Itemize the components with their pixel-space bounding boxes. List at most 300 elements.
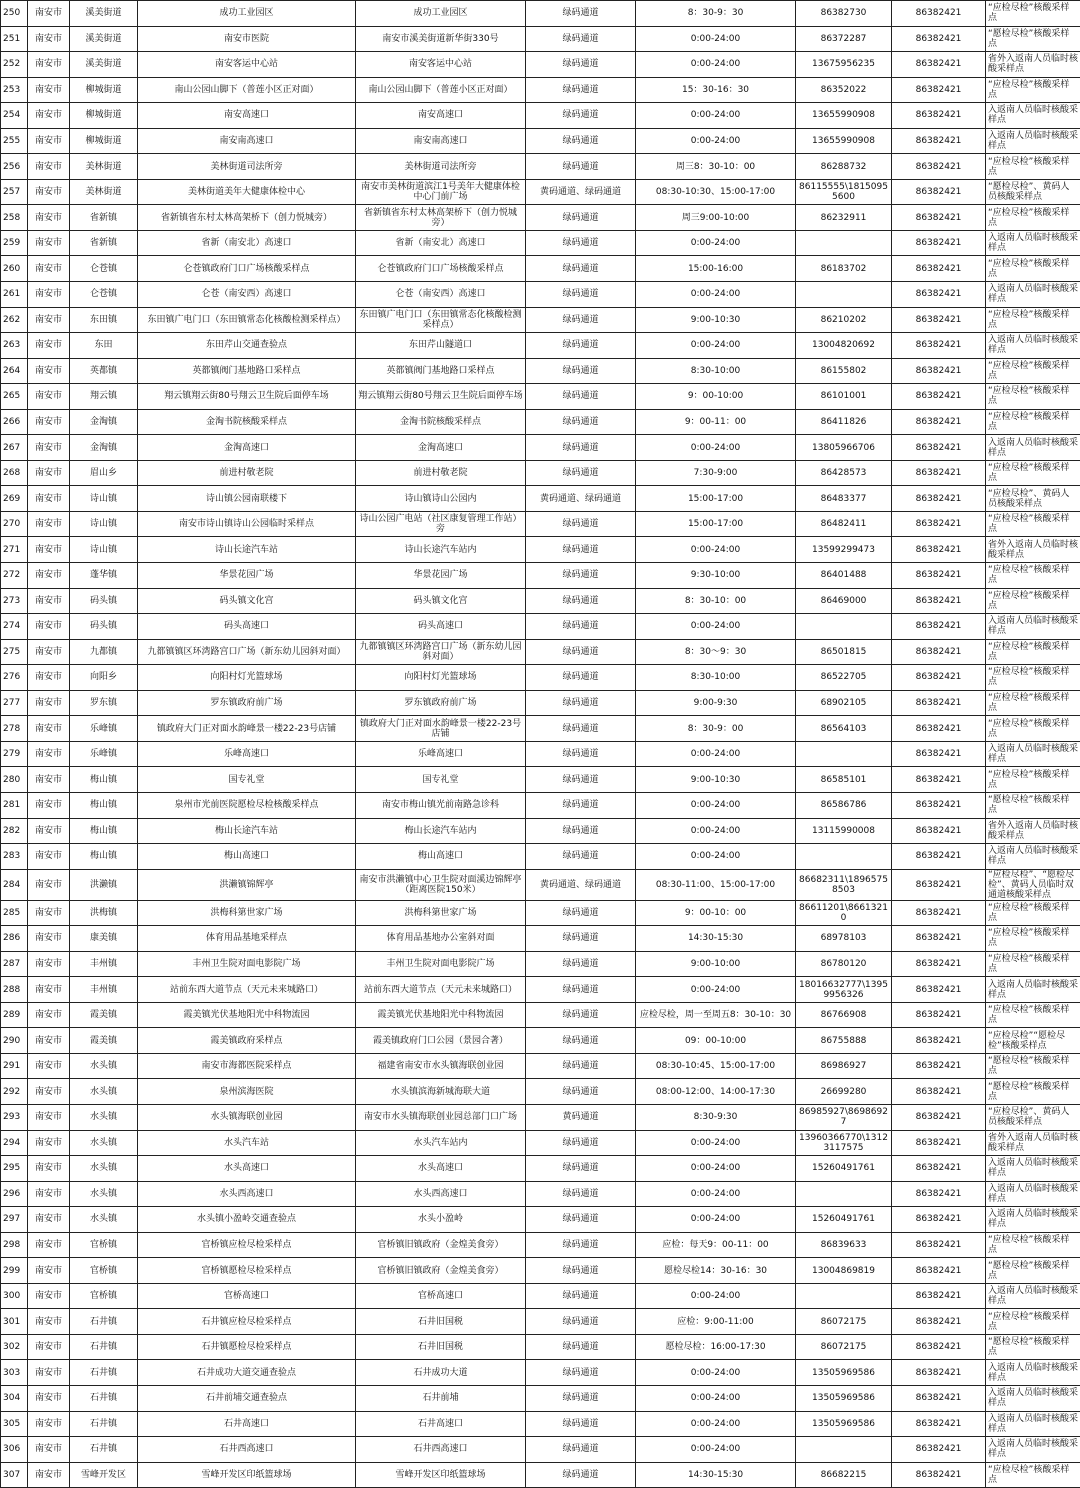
service-hours-cell: 14:30-15:30 (636, 1462, 796, 1488)
channel-cell: 绿码通道 (526, 358, 636, 384)
site-type-cell: 省外入返南人员临时核酸采样点 (986, 537, 1080, 563)
contact-phone-cell: 86155802 (796, 358, 892, 384)
channel-cell: 绿码通道 (526, 1130, 636, 1156)
table-row (1, 926, 1080, 952)
city-cell: 南安市 (28, 1360, 70, 1386)
contact-phone-cell: 86501815 (796, 639, 892, 665)
district-cell: 柳城街道 (70, 128, 138, 154)
site-type-cell: 入返南人员临时核酸采样点 (986, 977, 1080, 1003)
row-number-cell: 296 (1, 1181, 28, 1207)
hotline-cell: 86382421 (892, 154, 986, 180)
service-hours-cell: 应检：9:00-11:00 (636, 1309, 796, 1335)
channel-cell: 绿码通道 (526, 1002, 636, 1028)
site-name-cell: 水头镇海联创业园 (138, 1104, 356, 1130)
table-row (1, 1156, 1080, 1182)
district-cell: 石井镇 (70, 1334, 138, 1360)
channel-cell: 黄码通道、绿码通道 (526, 869, 636, 900)
district-cell: 美林街道 (70, 154, 138, 180)
site-type-cell: “应检尽检”核酸采样点 (986, 563, 1080, 589)
row-number-cell: 283 (1, 844, 28, 870)
hotline-cell: 86382421 (892, 358, 986, 384)
site-address-cell: 福建省南安市水头镇海联创业园 (356, 1053, 526, 1079)
city-cell: 南安市 (28, 844, 70, 870)
service-hours-cell: 0:00-24:00 (636, 818, 796, 844)
district-cell: 东田镇 (70, 307, 138, 333)
site-type-cell: “应检尽检”核酸采样点 (986, 588, 1080, 614)
service-hours-cell: 08:30-11:00、15:00-17:00 (636, 869, 796, 900)
site-type-cell: “应检尽检”核酸采样点 (986, 511, 1080, 537)
service-hours-cell: 9:00-10:00 (636, 951, 796, 977)
site-name-cell: 英都镇阀门基地路口采样点 (138, 358, 356, 384)
site-type-cell: 入返南人员临时核酸采样点 (986, 1385, 1080, 1411)
table-row (1, 179, 1080, 205)
city-cell: 南安市 (28, 1207, 70, 1233)
city-cell: 南安市 (28, 1258, 70, 1284)
site-address-cell: 国专礼堂 (356, 767, 526, 793)
site-address-cell: 成功工业园区 (356, 1, 526, 27)
district-cell: 梅山镇 (70, 818, 138, 844)
channel-cell: 绿码通道 (526, 1462, 636, 1488)
service-hours-cell: 0:00-24:00 (636, 792, 796, 818)
table-row (1, 409, 1080, 435)
contact-phone-cell: 13004820692 (796, 333, 892, 359)
row-number-cell: 284 (1, 869, 28, 900)
table-row (1, 563, 1080, 589)
table-row (1, 869, 1080, 900)
city-cell: 南安市 (28, 103, 70, 129)
district-cell: 金淘镇 (70, 435, 138, 461)
table-row (1, 1130, 1080, 1156)
site-address-cell: 石井前埔 (356, 1385, 526, 1411)
site-address-cell: 诗山公园广电站（社区康复管理工作站）旁 (356, 511, 526, 537)
table-row (1, 435, 1080, 461)
contact-phone-cell: 86755888 (796, 1028, 892, 1054)
channel-cell: 绿码通道 (526, 588, 636, 614)
site-type-cell: 省外入返南人员临时核酸采样点 (986, 818, 1080, 844)
hotline-cell: 86382421 (892, 511, 986, 537)
site-type-cell: “应检尽检”核酸采样点 (986, 256, 1080, 282)
district-cell: 金淘镇 (70, 409, 138, 435)
table-row (1, 26, 1080, 52)
city-cell: 南安市 (28, 1232, 70, 1258)
table-row (1, 1462, 1080, 1488)
city-cell: 南安市 (28, 977, 70, 1003)
row-number-cell: 299 (1, 1258, 28, 1284)
service-hours-cell: 0:00-24:00 (636, 282, 796, 308)
site-name-cell: 诗山长途汽车站 (138, 537, 356, 563)
site-type-cell: 入返南人员临时核酸采样点 (986, 1360, 1080, 1386)
service-hours-cell: 应检尽检，周一至周五8：30-10：30 (636, 1002, 796, 1028)
table-row (1, 977, 1080, 1003)
city-cell: 南安市 (28, 230, 70, 256)
site-type-cell: 入返南人员临时核酸采样点 (986, 333, 1080, 359)
city-cell: 南安市 (28, 256, 70, 282)
city-cell: 南安市 (28, 409, 70, 435)
site-type-cell: “应检尽检”核酸采样点 (986, 409, 1080, 435)
site-type-cell: “应检尽检”核酸采样点 (986, 358, 1080, 384)
hotline-cell: 86382421 (892, 1181, 986, 1207)
site-address-cell: 仑苍（南安西）高速口 (356, 282, 526, 308)
city-cell: 南安市 (28, 77, 70, 103)
table-row (1, 1437, 1080, 1463)
row-number-cell: 265 (1, 384, 28, 410)
city-cell: 南安市 (28, 690, 70, 716)
district-cell: 水头镇 (70, 1104, 138, 1130)
table-row (1, 1, 1080, 27)
district-cell: 石井镇 (70, 1411, 138, 1437)
row-number-cell: 304 (1, 1385, 28, 1411)
site-name-cell: 美林街道美年大健康体检中心 (138, 179, 356, 205)
contact-phone-cell: 15260491761 (796, 1207, 892, 1233)
contact-phone-cell: 86210202 (796, 307, 892, 333)
hotline-cell: 86382421 (892, 665, 986, 691)
site-type-cell: “愿检尽检”核酸采样点 (986, 1079, 1080, 1105)
site-type-cell: “应检尽检”核酸采样点 (986, 1002, 1080, 1028)
site-address-cell: 丰州卫生院对面电影院广场 (356, 951, 526, 977)
channel-cell: 绿码通道 (526, 52, 636, 78)
service-hours-cell: 0:00-24:00 (636, 1130, 796, 1156)
service-hours-cell: 0:00-24:00 (636, 741, 796, 767)
contact-phone-cell: 86482411 (796, 511, 892, 537)
district-cell: 仑苍镇 (70, 256, 138, 282)
site-address-cell: 梅山长途汽车站内 (356, 818, 526, 844)
site-type-cell: “愿检尽检”核酸采样点 (986, 1334, 1080, 1360)
site-type-cell: “应检尽检”核酸采样点 (986, 1, 1080, 27)
site-address-cell: 九都镇镇区环湾路宫口广场（新东幼儿园斜对面） (356, 639, 526, 665)
contact-phone-cell: 86586786 (796, 792, 892, 818)
row-number-cell: 267 (1, 435, 28, 461)
site-address-cell: 石井高速口 (356, 1411, 526, 1437)
channel-cell: 绿码通道 (526, 435, 636, 461)
service-hours-cell: 9:00-10:30 (636, 307, 796, 333)
contact-phone-cell: 86611201\86613210 (796, 900, 892, 926)
contact-phone-cell: 86682311\18965758503 (796, 869, 892, 900)
table-row (1, 665, 1080, 691)
site-name-cell: 体育用品基地采样点 (138, 926, 356, 952)
service-hours-cell: 愿检尽检：16:00-17:30 (636, 1334, 796, 1360)
site-address-cell: 仑苍镇政府门口广场核酸采样点 (356, 256, 526, 282)
channel-cell: 绿码通道 (526, 307, 636, 333)
table-row (1, 716, 1080, 742)
contact-phone-cell: 86766908 (796, 1002, 892, 1028)
site-type-cell: 入返南人员临时核酸采样点 (986, 614, 1080, 640)
site-address-cell: 石井成功大道 (356, 1360, 526, 1386)
channel-cell: 绿码通道 (526, 844, 636, 870)
row-number-cell: 260 (1, 256, 28, 282)
row-number-cell: 256 (1, 154, 28, 180)
site-type-cell: “应检尽检”核酸采样点 (986, 1232, 1080, 1258)
site-name-cell: 向阳村灯光篮球场 (138, 665, 356, 691)
hotline-cell: 86382421 (892, 77, 986, 103)
row-number-cell: 291 (1, 1053, 28, 1079)
service-hours-cell: 14:30-15:30 (636, 926, 796, 952)
table-body (1, 1, 1080, 1488)
district-cell: 诗山镇 (70, 486, 138, 512)
site-type-cell: “应检尽检”核酸采样点 (986, 900, 1080, 926)
table-row (1, 818, 1080, 844)
hotline-cell: 86382421 (892, 1360, 986, 1386)
hotline-cell: 86382421 (892, 951, 986, 977)
district-cell: 溪美街道 (70, 26, 138, 52)
service-hours-cell: 周三9:00-10:00 (636, 205, 796, 231)
district-cell: 丰州镇 (70, 951, 138, 977)
district-cell: 石井镇 (70, 1309, 138, 1335)
hotline-cell: 86382421 (892, 1104, 986, 1130)
city-cell: 南安市 (28, 818, 70, 844)
hotline-cell: 86382421 (892, 128, 986, 154)
contact-phone-cell: 13115990008 (796, 818, 892, 844)
site-type-cell: “愿检尽检”核酸采样点 (986, 26, 1080, 52)
hotline-cell: 86382421 (892, 256, 986, 282)
site-name-cell: 洪梅科第世家广场 (138, 900, 356, 926)
channel-cell: 绿码通道 (526, 1360, 636, 1386)
city-cell: 南安市 (28, 435, 70, 461)
contact-phone-cell: 86986927 (796, 1053, 892, 1079)
contact-phone-cell: 86232911 (796, 205, 892, 231)
channel-cell: 黄码通道、绿码通道 (526, 179, 636, 205)
district-cell: 溪美街道 (70, 52, 138, 78)
contact-phone-cell: 86522705 (796, 665, 892, 691)
site-type-cell: “应检尽检”核酸采样点 (986, 205, 1080, 231)
site-name-cell: 仑苍（南安西）高速口 (138, 282, 356, 308)
row-number-cell: 252 (1, 52, 28, 78)
site-name-cell: 梅山高速口 (138, 844, 356, 870)
district-cell: 水头镇 (70, 1156, 138, 1182)
channel-cell: 绿码通道 (526, 205, 636, 231)
table-row (1, 128, 1080, 154)
contact-phone-cell: 86072175 (796, 1334, 892, 1360)
contact-phone-cell: 86839633 (796, 1232, 892, 1258)
contact-phone-cell: 13505969586 (796, 1360, 892, 1386)
district-cell: 码头镇 (70, 614, 138, 640)
contact-phone-cell (796, 1181, 892, 1207)
district-cell: 洪濑镇 (70, 869, 138, 900)
site-name-cell: 石井西高速口 (138, 1437, 356, 1463)
site-type-cell: “应检尽检”核酸采样点 (986, 77, 1080, 103)
row-number-cell: 289 (1, 1002, 28, 1028)
site-name-cell: 官桥镇愿检尽检采样点 (138, 1258, 356, 1284)
hotline-cell: 86382421 (892, 230, 986, 256)
table-row (1, 205, 1080, 231)
site-address-cell: 省新镇省东村太林高架桥下（创力悦城旁） (356, 205, 526, 231)
service-hours-cell: 0:00-24:00 (636, 844, 796, 870)
hotline-cell: 86382421 (892, 537, 986, 563)
channel-cell: 绿码通道 (526, 767, 636, 793)
district-cell: 仑苍镇 (70, 282, 138, 308)
hotline-cell: 86382421 (892, 639, 986, 665)
city-cell: 南安市 (28, 1130, 70, 1156)
site-address-cell: 美林街道司法所旁 (356, 154, 526, 180)
district-cell: 雪峰开发区 (70, 1462, 138, 1488)
site-type-cell: “应检尽检”、“愿检尽检”、黄码人员临时双通道核酸采样点 (986, 869, 1080, 900)
site-name-cell: 南安高速口 (138, 103, 356, 129)
channel-cell: 绿码通道 (526, 409, 636, 435)
contact-phone-cell: 86372287 (796, 26, 892, 52)
contact-phone-cell: 86101001 (796, 384, 892, 410)
city-cell: 南安市 (28, 951, 70, 977)
site-type-cell: “应检尽检”、黄码人员核酸采样点 (986, 486, 1080, 512)
district-cell: 水头镇 (70, 1181, 138, 1207)
district-cell: 石井镇 (70, 1385, 138, 1411)
city-cell: 南安市 (28, 588, 70, 614)
channel-cell: 绿码通道 (526, 256, 636, 282)
site-type-cell: “应检尽检”核酸采样点 (986, 767, 1080, 793)
site-address-cell: 南安市溪美街道新华街330号 (356, 26, 526, 52)
service-hours-cell: 9:00-10:30 (636, 767, 796, 793)
service-hours-cell: 8:30-9:30 (636, 1104, 796, 1130)
row-number-cell: 251 (1, 26, 28, 52)
site-address-cell: 水头镇滨海新城海联大道 (356, 1079, 526, 1105)
service-hours-cell: 0:00-24:00 (636, 537, 796, 563)
city-cell: 南安市 (28, 1079, 70, 1105)
channel-cell: 黄码通道 (526, 1104, 636, 1130)
contact-phone-cell: 86352022 (796, 77, 892, 103)
service-hours-cell: 8：30-9：30 (636, 1, 796, 27)
contact-phone-cell: 68902105 (796, 690, 892, 716)
site-type-cell: 入返南人员临时核酸采样点 (986, 1283, 1080, 1309)
hotline-cell: 86382421 (892, 1462, 986, 1488)
district-cell: 柳城街道 (70, 103, 138, 129)
channel-cell: 绿码通道 (526, 77, 636, 103)
table-row (1, 282, 1080, 308)
row-number-cell: 262 (1, 307, 28, 333)
site-name-cell: 翔云镇翔云街80号翔云卫生院后面停车场 (138, 384, 356, 410)
contact-phone-cell (796, 1437, 892, 1463)
site-name-cell: 国专礼堂 (138, 767, 356, 793)
site-type-cell: “应检尽检”核酸采样点 (986, 926, 1080, 952)
city-cell: 南安市 (28, 563, 70, 589)
row-number-cell: 297 (1, 1207, 28, 1233)
city-cell: 南安市 (28, 1002, 70, 1028)
table-row (1, 486, 1080, 512)
city-cell: 南安市 (28, 900, 70, 926)
table-row (1, 1283, 1080, 1309)
channel-cell: 绿码通道 (526, 1232, 636, 1258)
channel-cell: 绿码通道 (526, 614, 636, 640)
hotline-cell: 86382421 (892, 1258, 986, 1284)
city-cell: 南安市 (28, 486, 70, 512)
contact-phone-cell: 13805966706 (796, 435, 892, 461)
hotline-cell: 86382421 (892, 1156, 986, 1182)
site-address-cell: 雪峰开发区印纸篮球场 (356, 1462, 526, 1488)
row-number-cell: 277 (1, 690, 28, 716)
channel-cell: 绿码通道 (526, 665, 636, 691)
district-cell: 九都镇 (70, 639, 138, 665)
hotline-cell: 86382421 (892, 1, 986, 27)
site-name-cell: 水头镇小盈岭交通查验点 (138, 1207, 356, 1233)
service-hours-cell: 09：00-10:00 (636, 1028, 796, 1054)
site-address-cell: 镇政府大门正对面水韵峰景一楼22-23号店铺 (356, 716, 526, 742)
site-address-cell: 梅山高速口 (356, 844, 526, 870)
district-cell: 官桥镇 (70, 1283, 138, 1309)
contact-phone-cell: 13505969586 (796, 1411, 892, 1437)
channel-cell: 绿码通道 (526, 26, 636, 52)
service-hours-cell: 08:30-10:45、15:00-17:00 (636, 1053, 796, 1079)
site-address-cell: 南安市洪濑镇中心卫生院对面溪边锦辉亭（距离医院150米） (356, 869, 526, 900)
service-hours-cell: 08:30-10:30、15:00-17:00 (636, 179, 796, 205)
site-address-cell: 水头汽车站内 (356, 1130, 526, 1156)
hotline-cell: 86382421 (892, 900, 986, 926)
city-cell: 南安市 (28, 537, 70, 563)
city-cell: 南安市 (28, 1462, 70, 1488)
site-address-cell: 省新（南安北）高速口 (356, 230, 526, 256)
table-row (1, 1079, 1080, 1105)
channel-cell: 绿码通道 (526, 1156, 636, 1182)
service-hours-cell: 8:30-10:00 (636, 665, 796, 691)
district-cell: 官桥镇 (70, 1258, 138, 1284)
site-name-cell: 水头高速口 (138, 1156, 356, 1182)
site-name-cell: 泉州滨海医院 (138, 1079, 356, 1105)
row-number-cell: 263 (1, 333, 28, 359)
city-cell: 南安市 (28, 205, 70, 231)
contact-phone-cell: 13675956235 (796, 52, 892, 78)
city-cell: 南安市 (28, 460, 70, 486)
service-hours-cell: 0:00-24:00 (636, 1411, 796, 1437)
city-cell: 南安市 (28, 767, 70, 793)
table-row (1, 256, 1080, 282)
table-row (1, 154, 1080, 180)
row-number-cell: 266 (1, 409, 28, 435)
table-row (1, 537, 1080, 563)
row-number-cell: 272 (1, 563, 28, 589)
service-hours-cell: 8：30-10：00 (636, 588, 796, 614)
hotline-cell: 86382421 (892, 767, 986, 793)
contact-phone-cell: 86483377 (796, 486, 892, 512)
table-row (1, 741, 1080, 767)
service-hours-cell: 0:00-24:00 (636, 1156, 796, 1182)
service-hours-cell: 0:00-24:00 (636, 1181, 796, 1207)
service-hours-cell: 0:00-24:00 (636, 435, 796, 461)
district-cell: 溪美街道 (70, 1, 138, 27)
table-row (1, 690, 1080, 716)
contact-phone-cell: 86985927\86986927 (796, 1104, 892, 1130)
city-cell: 南安市 (28, 716, 70, 742)
hotline-cell: 86382421 (892, 1309, 986, 1335)
channel-cell: 绿码通道 (526, 1079, 636, 1105)
contact-phone-cell: 86411826 (796, 409, 892, 435)
site-address-cell: 石井西高速口 (356, 1437, 526, 1463)
table-row (1, 767, 1080, 793)
channel-cell: 绿码通道 (526, 230, 636, 256)
site-address-cell: 南安市水头镇海联创业园总部门口广场 (356, 1104, 526, 1130)
service-hours-cell: 9：00-11：00 (636, 409, 796, 435)
city-cell: 南安市 (28, 1104, 70, 1130)
table-row (1, 230, 1080, 256)
table-row (1, 588, 1080, 614)
channel-cell: 绿码通道 (526, 333, 636, 359)
site-type-cell: “应检尽检”核酸采样点 (986, 690, 1080, 716)
table-row (1, 52, 1080, 78)
row-number-cell: 275 (1, 639, 28, 665)
site-name-cell: 官桥高速口 (138, 1283, 356, 1309)
site-name-cell: 南山公园山脚下（普莲小区正对面） (138, 77, 356, 103)
district-cell: 美林街道 (70, 179, 138, 205)
site-name-cell: 水头汽车站 (138, 1130, 356, 1156)
site-address-cell: 体育用品基地办公室斜对面 (356, 926, 526, 952)
channel-cell: 绿码通道 (526, 926, 636, 952)
hotline-cell: 86382421 (892, 844, 986, 870)
contact-phone-cell: 15260491761 (796, 1156, 892, 1182)
table-row (1, 1002, 1080, 1028)
channel-cell: 绿码通道 (526, 716, 636, 742)
site-address-cell: 石井旧国税 (356, 1334, 526, 1360)
hotline-cell: 86382421 (892, 1079, 986, 1105)
hotline-cell: 86382421 (892, 977, 986, 1003)
contact-phone-cell: 86401488 (796, 563, 892, 589)
site-name-cell: 泉州市光前医院愿检尽检核酸采样点 (138, 792, 356, 818)
site-name-cell: 南安市诗山镇诗山公园临时采样点 (138, 511, 356, 537)
site-address-cell: 向阳村灯光篮球场 (356, 665, 526, 691)
